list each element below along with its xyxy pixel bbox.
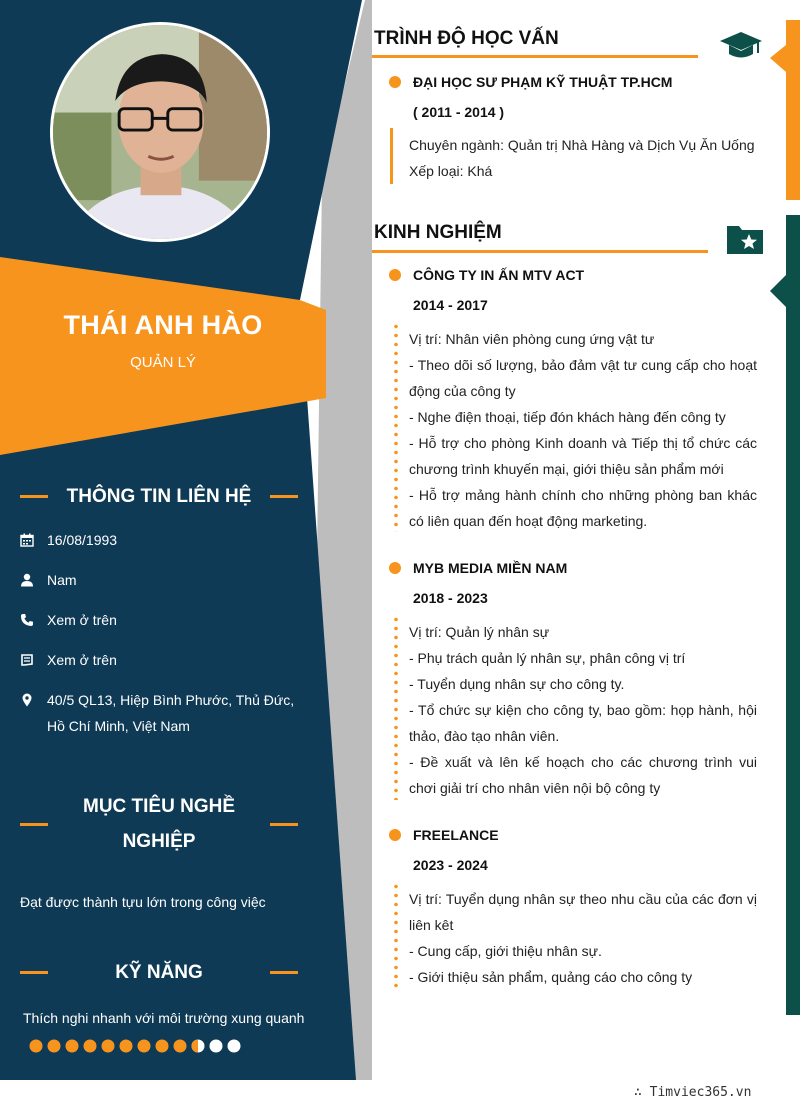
job-line: - Giới thiệu sản phẩm, quảng cáo cho công ty bbox=[409, 969, 693, 985]
user-icon bbox=[20, 567, 47, 593]
phone-link[interactable]: Xem ở trên bbox=[47, 612, 117, 628]
timeline-dot bbox=[389, 269, 401, 281]
job-company: CÔNG TY IN ẤN MTV ACT bbox=[413, 267, 585, 283]
skill-dot bbox=[29, 1039, 43, 1053]
job-line: - Đề xuất và lên kế hoạch cho các chương trình vui chơi giải trí cho nhân viên nội bộ công ty bbox=[409, 754, 757, 796]
contact-birthday bbox=[20, 527, 310, 553]
job-line: - Cung cấp, giới thiệu nhân sự. bbox=[409, 943, 602, 959]
skill-rating bbox=[29, 1039, 241, 1053]
timeline-dot bbox=[389, 76, 401, 88]
skill-dot bbox=[47, 1039, 61, 1053]
job-line: - Theo dõi số lượng, bảo đảm vật tư cung cấp cho hoạt động của công ty bbox=[409, 357, 757, 399]
objective-heading-line1: MỤC TIÊU NGHỀ bbox=[83, 796, 235, 817]
job-company: FREELANCE bbox=[413, 827, 499, 843]
edge-notch-teal bbox=[770, 275, 786, 307]
job-line: - Hỗ trợ cho phòng Kinh doanh và Tiếp thị tổ chức các chương trình khuyến mại, giới thiệu sản phẩm mới bbox=[409, 435, 757, 477]
heading-dash bbox=[20, 495, 48, 498]
email-link[interactable]: Xem ở trên bbox=[47, 652, 117, 668]
job-line: Vị trí: Quản lý nhân sự bbox=[409, 624, 550, 640]
job-line: - Phụ trách quản lý nhân sự, phân công vị trí bbox=[409, 650, 686, 666]
skill-dot bbox=[83, 1039, 97, 1053]
skill-dot bbox=[101, 1039, 115, 1053]
timeline-dot bbox=[389, 829, 401, 841]
experience-heading: KINH NGHIỆM bbox=[374, 222, 502, 243]
timeline-dot bbox=[389, 562, 401, 574]
contact-heading-text: THÔNG TIN LIÊN HỆ bbox=[66, 486, 252, 507]
heading-dash bbox=[20, 823, 48, 826]
education-grade: Xếp loại: Khá bbox=[409, 163, 493, 179]
job-company: MYB MEDIA MIỀN NAM bbox=[413, 560, 568, 576]
skill-dot bbox=[191, 1039, 205, 1053]
contact-address bbox=[20, 687, 310, 739]
footer-brand[interactable] bbox=[634, 1085, 751, 1100]
heading-dash bbox=[20, 971, 48, 974]
job-details bbox=[409, 326, 757, 534]
timeline-dotted-line bbox=[394, 615, 398, 800]
contact-email bbox=[20, 647, 310, 673]
gender-text: Nam bbox=[47, 572, 77, 588]
email-icon bbox=[20, 647, 47, 673]
education-major: Chuyên ngành: Quản trị Nhà Hàng và Dịch Vụ Ăn Uống bbox=[409, 137, 755, 153]
job-details bbox=[409, 619, 757, 801]
education-underline bbox=[372, 55, 698, 58]
school-name: ĐẠI HỌC SƯ PHẠM KỸ THUẬT TP.HCM bbox=[413, 74, 673, 90]
heading-dash bbox=[270, 971, 298, 974]
objective-text: Đạt được thành tựu lớn trong công việc bbox=[20, 894, 266, 910]
brand-text: Timviec365.vn bbox=[649, 1085, 752, 1100]
contact-phone bbox=[20, 607, 310, 633]
address-text: 40/5 QL13, Hiệp Bình Phước, Thủ Đức, Hồ Chí Minh, Việt Nam bbox=[47, 692, 295, 734]
job-period: 2014 - 2017 bbox=[413, 297, 488, 313]
timeline-dotted-line bbox=[394, 882, 398, 990]
objective-heading-line2: NGHIỆP bbox=[122, 831, 196, 852]
profile-photo bbox=[50, 22, 270, 242]
job-line: - Tổ chức sự kiện cho công ty, bao gồm: họp hành, hội thảo, đào tạo nhân viên. bbox=[409, 702, 757, 744]
phone-icon bbox=[20, 607, 47, 633]
brand-icon: ∴ bbox=[634, 1085, 650, 1100]
job-line: Vị trí: Nhân viên phòng cung ứng vật tư bbox=[409, 331, 655, 347]
education-details bbox=[409, 132, 757, 184]
skill-dot bbox=[227, 1039, 241, 1053]
skills-heading bbox=[20, 955, 298, 990]
candidate-name: THÁI ANH HÀO bbox=[63, 310, 263, 340]
skill-name: Thích nghi nhanh với môi trường xung quanh bbox=[23, 1010, 305, 1026]
job-line: - Nghe điện thoại, tiếp đón khách hàng đến công ty bbox=[409, 409, 726, 425]
job-line: Vị trí: Tuyển dụng nhân sự theo nhu cầu của các đơn vị liên kêt bbox=[409, 891, 757, 933]
heading-dash bbox=[270, 823, 298, 826]
objective-heading-text bbox=[48, 789, 270, 859]
calendar-icon bbox=[20, 527, 47, 553]
contact-gender bbox=[20, 567, 310, 593]
timeline-dotted-line bbox=[394, 322, 398, 532]
education-heading: TRÌNH ĐỘ HỌC VẤN bbox=[374, 28, 559, 49]
graduation-cap-icon bbox=[719, 30, 763, 62]
heading-dash bbox=[270, 495, 298, 498]
timeline-line bbox=[390, 128, 393, 184]
map-marker-icon bbox=[20, 687, 47, 713]
contact-heading bbox=[20, 479, 298, 514]
edge-strip-teal bbox=[786, 215, 800, 1015]
birthday-text: 16/08/1993 bbox=[47, 532, 118, 548]
education-period: ( 2011 - 2014 ) bbox=[413, 104, 505, 120]
skill-dot bbox=[173, 1039, 187, 1053]
edge-strip-orange bbox=[786, 20, 800, 200]
job-details bbox=[409, 886, 757, 990]
objective-heading bbox=[20, 789, 298, 859]
skill-dot bbox=[65, 1039, 79, 1053]
folder-star-icon bbox=[725, 222, 765, 256]
skill-dot bbox=[119, 1039, 133, 1053]
skill-dot bbox=[137, 1039, 151, 1053]
job-period: 2023 - 2024 bbox=[413, 857, 488, 873]
edge-notch-orange bbox=[770, 45, 786, 72]
skill-dot bbox=[155, 1039, 169, 1053]
job-line: - Hỗ trợ mảng hành chính cho những phòng ban khác có liên quan đến hoạt động marketing. bbox=[409, 487, 757, 529]
job-period: 2018 - 2023 bbox=[413, 590, 488, 606]
skill-dot bbox=[209, 1039, 223, 1053]
experience-underline bbox=[372, 250, 708, 253]
job-line: - Tuyển dụng nhân sự cho công ty. bbox=[409, 676, 625, 692]
skills-heading-text: KỸ NĂNG bbox=[115, 962, 203, 983]
candidate-role: QUẢN LÝ bbox=[130, 354, 196, 371]
